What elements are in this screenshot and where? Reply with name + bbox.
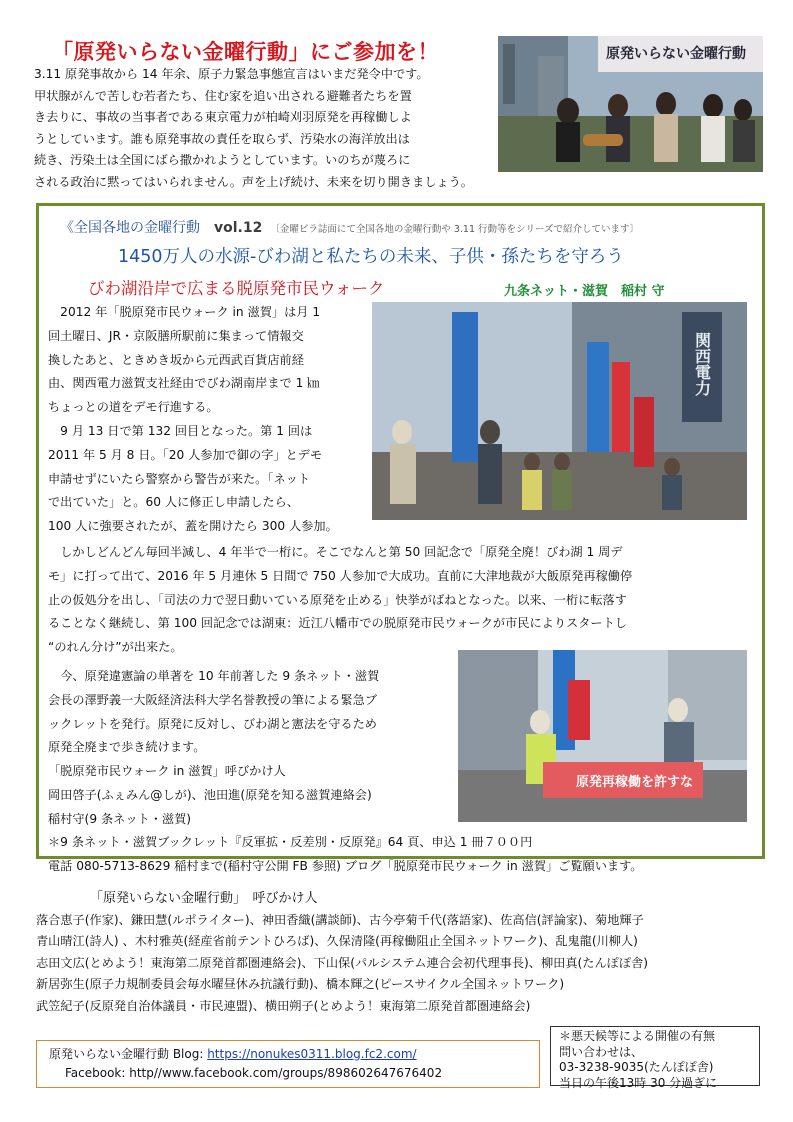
intro-line: 甲状腺がんで苦しむ若者たち、住む家を追い出される避難者たちを置 bbox=[34, 88, 412, 103]
march-photo-banner bbox=[458, 650, 747, 822]
article-line: ちょっとの道をデモ行進する。 bbox=[48, 400, 219, 415]
article-line: しかしどんどん毎回半減し、4 年半で一桁に。そこでなんと第 50 回記念で「原発全廃！びわ湖 1 周デ bbox=[48, 545, 623, 559]
series-title: 《全国各地の金曜行動 bbox=[60, 220, 200, 236]
article-footer bbox=[48, 831, 643, 879]
article-line: 9 月 13 日で第 132 回目となった。第 1 回は bbox=[48, 423, 313, 438]
article-line: 100 人に強要されたが、蓋を開けたら 300 人参加。 bbox=[48, 519, 338, 534]
intro-line: 3.11 原発事故から 14 年余、原子力緊急事態宣言はいまだ発令中です。 bbox=[34, 67, 429, 81]
article-line: 「脱原発市民ウォーク in 滋賀」呼びかけ人 bbox=[48, 764, 286, 779]
weather-notice-box bbox=[550, 1026, 760, 1090]
article-column-1 bbox=[48, 301, 338, 539]
article-line: 止の仮処分を出し、「司法の力で翌日動いている原発を止める」快挙がばねとなった。以来、一桁に転落す bbox=[48, 592, 627, 607]
article-line: ックレットを発行。原発に反対し、びわ湖と憲法を守るため bbox=[48, 716, 377, 731]
article-line: 原発全廃まで歩き続けます。 bbox=[48, 740, 206, 755]
organizers-line: 武笠紀子(反原発自治体議員・市民連盟)、横田朔子(とめよう！東海第二原発首都圏連絡会) bbox=[36, 998, 531, 1013]
banner-text: 原発いらない金曜行動 bbox=[606, 46, 746, 62]
article-line: モ」に打って出て、2016 年 5 月連休 5 日間で 750 人参加で大成功。直前に大津地裁が大飯原発再稼働停 bbox=[48, 568, 633, 583]
notice-line: ＊悪天候等による開催の有無 bbox=[559, 1029, 716, 1043]
march-photo-kansai-electric bbox=[372, 302, 747, 520]
article-headline: びわ湖沿岸で広まる脱原発市民ウォーク bbox=[88, 279, 385, 298]
blog-link[interactable]: https://nonukes0311.blog.fc2.com/ bbox=[207, 1047, 417, 1061]
protest-banner-text: 原発再稼働を許すな bbox=[576, 775, 694, 790]
article-line: 由、関西電力滋賀支社経由でびわ湖南岸まで 1 ㎞ bbox=[48, 376, 320, 391]
article-line: 今、原発違憲論の単著を 10 年前著した 9 条ネット・滋賀 bbox=[48, 669, 380, 683]
header-photo bbox=[498, 36, 763, 172]
intro-line: き去りに、事故の当事者である東京電力が柏崎刈羽原発を再稼働しよ bbox=[34, 110, 412, 124]
organizers-section bbox=[36, 888, 649, 1017]
organizers-heading: 「原発いらない金曜行動」 呼びかけ人 bbox=[90, 891, 318, 906]
article-line: ることなく継続し、第 100 回記念では湖東：近江八幡市での脱原発市民ウォークが市民によりスタートし bbox=[48, 616, 627, 631]
article-column-2 bbox=[48, 665, 379, 832]
organizers-line: 志田文広(とめよう！東海第二原発首都圏連絡会)、下山保(パルシステム連合会初代理事長)、柳田真(たんぽぽ舎) bbox=[36, 955, 649, 970]
organizers-line: 青山晴江(詩人) 、木村雅英(経産省前テントひろば)、久保清隆(再稼働阻止全国ネットワーク)、乱鬼龍(川柳人) bbox=[36, 934, 638, 948]
contact-links-box bbox=[36, 1040, 540, 1088]
organizers-line: 新居弥生(原子力規制委員会毎水曜昼休み抗議行動)、橋本輝之(ピースサイクル全国ネットワーク) bbox=[36, 977, 565, 991]
page-title: 「原発いらない金曜行動」にご参加を！ bbox=[52, 40, 439, 64]
facebook-link[interactable]: Facebook: http//www.facebook.com/groups/898602647676402 bbox=[65, 1066, 443, 1080]
article-line: 換したあと、ときめき坂から元西武百貨店前経 bbox=[48, 352, 304, 367]
article-line: 稲村守(9 条ネット・滋賀) bbox=[48, 811, 192, 826]
article-author: 九条ネット・滋賀 稲村 守 bbox=[504, 284, 665, 299]
article-line: 会長の澤野義一大阪経済法科大学名誉教授の筆による緊急ブ bbox=[48, 692, 378, 707]
notice-line: 03-3238-9035(たんぽぽ舎) bbox=[559, 1060, 714, 1074]
article-line: 申請せずにいたら警察から警告が来た。「ネット bbox=[48, 471, 311, 486]
intro-line: される政治に黙ってはいられません。声を上げ続け、未来を切り開きましょう。 bbox=[34, 174, 473, 189]
building-sign: 関西電力 bbox=[692, 332, 712, 396]
article-subtitle: 1450万人の水源-びわ湖と私たちの未来、子供・孫たちを守ろう bbox=[118, 247, 624, 267]
booklet-info: ＊9 条ネット・滋賀ブックレット『反軍拡・反差別・反原発』64 頁、申込 1 冊７００円 bbox=[48, 835, 533, 849]
series-note: 〔金曜ビラ誌面にて全国各地の金曜行動や 3.11 行動等をシリーズで紹介しています〕 bbox=[270, 224, 640, 235]
blog-label: 原発いらない金曜行動 Blog: bbox=[49, 1047, 208, 1061]
article-line: 2011 年 5 月 8 日。「20 人参加で御の字」とデモ bbox=[48, 447, 323, 462]
article-line: 岡田啓子(ふぇみん@しが)、池田進(原発を知る滋賀連絡会) bbox=[48, 787, 372, 802]
intro-line: うとしています。誰も原発事故の責任を取らず、汚染水の海洋放出は bbox=[34, 131, 410, 146]
series-vol: vol.12 bbox=[214, 220, 263, 236]
intro-text bbox=[34, 64, 494, 193]
article-line: で出ていた」と。60 人に修正し申請したら、 bbox=[48, 495, 299, 510]
article-line: “のれん分け”が出来た。 bbox=[48, 640, 183, 655]
article-line: 2012 年「脱原発市民ウォーク in 滋賀」は月 1 bbox=[48, 305, 321, 319]
notice-line: 当日の午後13時 30 分過ぎに bbox=[559, 1075, 718, 1090]
contact-info: 電話 080-5713-8629 稲村まで(稲村守公開 FB 参照) ブログ「脱原発市民ウォーク in 滋賀」ご覧願います。 bbox=[48, 858, 643, 873]
organizers-line: 落合恵子(作家)、鎌田慧(ルポライター)、神田香織(講談師)、古今亭菊千代(落語家)、佐高信(評論家)、菊地輝子 bbox=[36, 912, 644, 927]
series-heading bbox=[60, 217, 639, 237]
article-wide-text bbox=[48, 541, 632, 660]
notice-line: 問い合わせは、 bbox=[559, 1044, 644, 1059]
article-line: 回土曜日、JR・京阪膳所駅前に集まって情報交 bbox=[48, 328, 304, 343]
intro-line: 続き、汚染土は全国にばら撒かれようとしています。いのちが蔑ろに bbox=[34, 153, 411, 167]
